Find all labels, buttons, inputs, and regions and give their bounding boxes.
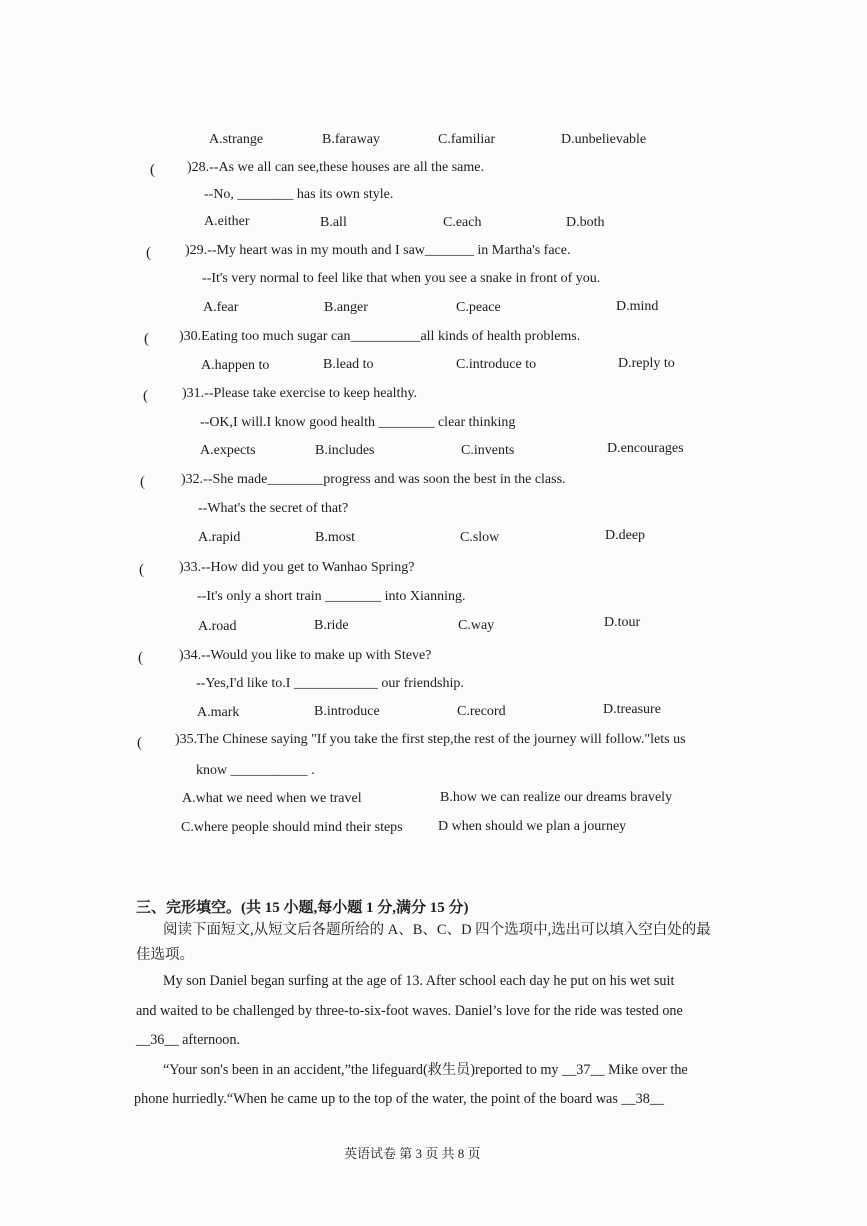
option-b: B.introduce [314, 704, 380, 719]
question-stem: )34.--Would you like to make up with Steve? [179, 648, 432, 663]
option-b: B.anger [324, 300, 368, 315]
option-c: C.each [443, 215, 482, 230]
option-d: D.reply to [618, 356, 675, 371]
option-a: A.road [198, 619, 237, 634]
passage-line: __36__ afternoon. [136, 1032, 241, 1048]
passage-line: My son Daniel began surfing at the age of 13. After school each day he put on his wet suit [163, 973, 675, 989]
option-c: C.slow [460, 530, 500, 545]
question-stem-cont: know ___________ . [196, 763, 315, 778]
option-c: C.introduce to [456, 357, 537, 372]
option-c: C.peace [456, 300, 501, 315]
option-b: B.faraway [322, 132, 380, 147]
question-stem: )28.--As we all can see,these houses are all the same. [187, 160, 484, 175]
question-dialog: --What's the secret of that? [198, 501, 349, 516]
option-d: D when should we plan a journey [438, 819, 627, 834]
answer-paren: ( [139, 562, 144, 578]
option-d: D.mind [616, 299, 659, 314]
section-instructions: 阅读下面短文,从短文后各题所给的 A、B、C、D 四个选项中,选出可以填入空白处的最 [163, 922, 711, 938]
question-dialog: --OK,I will.I know good health ________ clear thinking [200, 415, 516, 430]
answer-paren: ( [138, 650, 143, 666]
option-a: A.mark [197, 705, 240, 720]
option-c: C.way [458, 618, 495, 633]
passage-line: “Your son's been in an accident,”the lifeguard(救生员)reported to my __37__ Mike over the [163, 1062, 688, 1078]
option-d: D.deep [605, 528, 646, 543]
question-dialog: --No, ________ has its own style. [204, 187, 394, 202]
option-b: B.how we can realize our dreams bravely [440, 790, 673, 805]
option-d: D.treasure [603, 702, 661, 717]
option-b: B.most [315, 530, 356, 545]
section-heading: 三、完形填空。(共 15 小题,每小题 1 分,满分 15 分) [136, 900, 469, 916]
question-stem: )35.The Chinese saying "If you take the first step,the rest of the journey will follow."lets us [175, 732, 686, 747]
option-a: A.rapid [198, 530, 241, 545]
answer-paren: ( [150, 162, 155, 178]
option-a: A.either [204, 214, 250, 229]
answer-paren: ( [144, 331, 149, 347]
question-dialog: --Yes,I'd like to.I ____________ our friendship. [196, 676, 464, 691]
option-a: A.expects [200, 443, 256, 458]
option-c: C.where people should mind their steps [181, 820, 403, 835]
option-b: B.ride [314, 618, 349, 633]
option-c: C.record [457, 704, 506, 719]
option-a: A.strange [209, 132, 264, 147]
option-d: D.tour [604, 615, 641, 630]
passage-line: phone hurriedly.“When he came up to the top of the water, the point of the board was __38__ [134, 1091, 664, 1107]
option-a: A.fear [203, 300, 239, 315]
answer-paren: ( [146, 245, 151, 261]
section-instructions-cont: 佳选项。 [136, 947, 194, 963]
question-stem: )31.--Please take exercise to keep healthy. [182, 386, 418, 401]
option-c: C.familiar [438, 132, 496, 147]
question-dialog: --It's only a short train ________ into Xianning. [197, 589, 466, 604]
question-stem: )29.--My heart was in my mouth and I saw_______ in Martha's face. [185, 243, 571, 258]
option-b: B.lead to [323, 357, 374, 372]
option-c: C.invents [461, 443, 515, 458]
page-footer: 英语试卷 第 3 页 共 8 页 [344, 1146, 481, 1161]
option-b: B.all [320, 215, 347, 230]
answer-paren: ( [137, 735, 142, 751]
question-stem: )33.--How did you get to Wanhao Spring? [179, 560, 415, 575]
option-d: D.unbelievable [561, 132, 647, 147]
question-stem: )30.Eating too much sugar can__________all kinds of health problems. [179, 329, 581, 344]
option-a: A.happen to [201, 358, 270, 373]
question-dialog: --It's very normal to feel like that when you see a snake in front of you. [202, 271, 601, 286]
option-a: A.what we need when we travel [182, 791, 362, 806]
answer-paren: ( [140, 474, 145, 490]
answer-paren: ( [143, 388, 148, 404]
question-stem: )32.--She made________progress and was soon the best in the class. [181, 472, 566, 487]
option-d: D.encourages [607, 441, 684, 456]
passage-line: and waited to be challenged by three-to-six-foot waves. Daniel’s love for the ride was tested one [136, 1003, 683, 1019]
option-b: B.includes [315, 443, 375, 458]
option-d: D.both [566, 215, 605, 230]
